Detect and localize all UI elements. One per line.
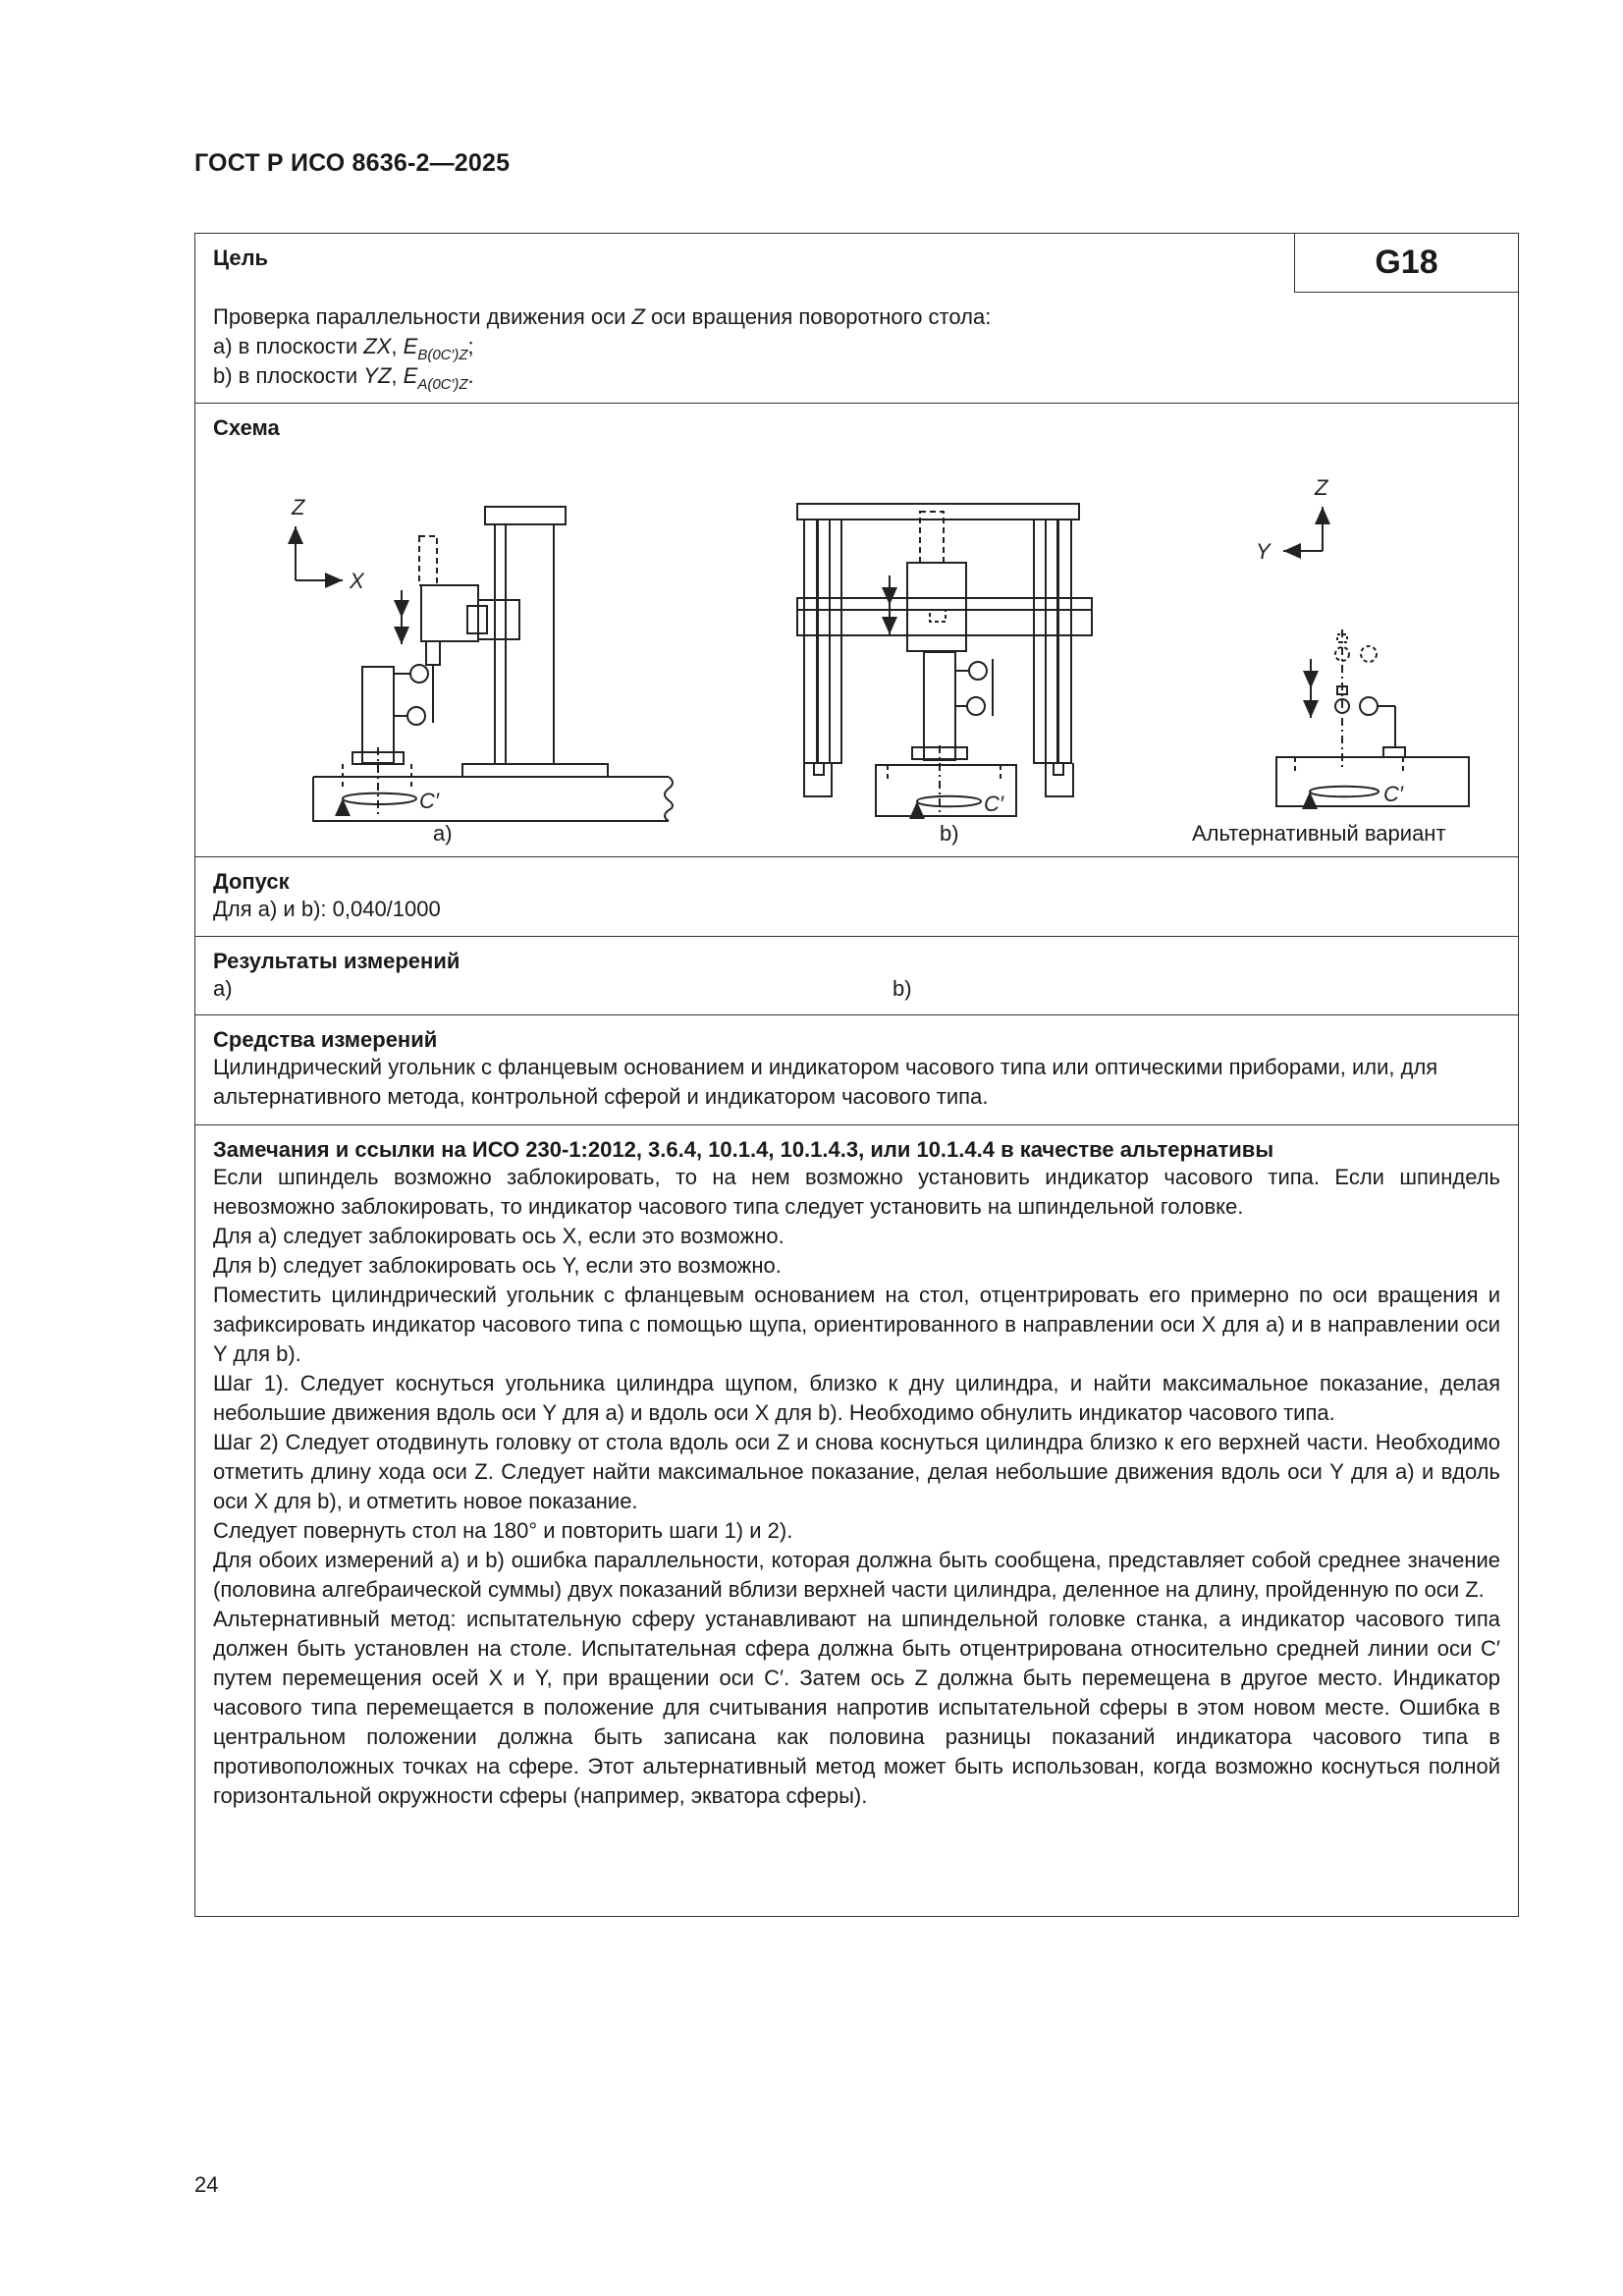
tolerance-value: Для a) и b): 0,040/1000 <box>213 897 441 921</box>
caption-a: a) <box>433 821 453 846</box>
results-section <box>195 937 1518 1015</box>
caption-alternative: Альтернативный вариант <box>1192 821 1446 846</box>
notes-section <box>195 1125 1518 1916</box>
rotation-label-a: C′ <box>419 789 440 813</box>
goal-label: Цель <box>213 246 269 270</box>
rotation-label-alt: C′ <box>1383 782 1404 806</box>
goal-line-b: b) в плоскости YZ, $E_{A(0C')Z}$. <box>213 363 474 393</box>
tolerance-label: Допуск <box>213 869 290 894</box>
result-b: b) <box>893 976 912 1001</box>
result-a: a) <box>213 976 233 1001</box>
caption-b: b) <box>940 821 959 846</box>
test-code: G18 <box>1294 234 1518 293</box>
schema-drawing <box>195 453 1516 846</box>
measuring-means-text: Цилиндрический угольник с фланцевым основанием и индикатором часового типа или оптическими приборами, или, для альтернативного метода, контрольной сферой и индикатором часового типа. <box>213 1055 1438 1109</box>
goal-section <box>195 234 1518 404</box>
document-header: ГОСТ Р ИСО 8636-2—2025 <box>194 149 511 177</box>
page-number: 24 <box>194 2172 219 2197</box>
measuring-means-section <box>195 1015 1518 1125</box>
notes-paragraph: Шаг 1). Следует коснуться угольника цилиндра щупом, близко к дну цилиндра, и найти максимальное показание, делая небольшие движения вдоль оси Y для a) и вдоль оси X для b). Необходимо обнулить индикатор часового типа. <box>213 1371 1500 1425</box>
notes-paragraph: Альтернативный метод: испытательную сферу устанавливают на шпиндельной головке станка, а индикатор часового типа должен быть установлен на столе. Испытательная сфера должна быть отцентрирована относительно средней линии оси C′ путем перемещения осей X и Y, при вращении оси C′. Затем ось Z должна быть перемещена в другое место. Индикатор часового типа перемещается в положение для считывания напротив испытательной сферы в этом новом месте. Ошибка в центральном положении должна быть записана как половина разницы показаний индикатора часового типа в противоположных точках на сфере. Этот альтернативный метод может быть использован, когда возможно коснуться полной горизонтальной окружности сферы (например, экватора сферы). <box>213 1607 1500 1808</box>
notes-label: Замечания и ссылки на ИСО 230-1:2012, 3.6.4, 10.1.4, 10.1.4.3, или 10.1.4.4 в качестве альтернативы <box>213 1137 1274 1162</box>
rotation-label-b: C′ <box>984 792 1004 816</box>
notes-paragraph: Поместить цилиндрический угольник с фланцевым основанием на стол, отцентрировать его примерно по оси вращения и зафиксировать индикатор часового типа с помощью щупа, ориентированного в направлении оси X для a) и в направлении оси Y для b). <box>213 1283 1500 1366</box>
axis-x-label: X <box>350 569 364 593</box>
schema-section <box>195 404 1518 857</box>
notes-paragraph: Следует повернуть стол на 180° и повторить шаги 1) и 2). <box>213 1518 793 1543</box>
notes-paragraph: Если шпиндель возможно заблокировать, то на нем возможно установить индикатор часового типа. Если шпиндель невозможно заблокировать, то индикатор часового типа следует установить на шпиндельной головке. <box>213 1165 1500 1219</box>
results-label: Результаты измерений <box>213 949 460 973</box>
goal-line-a: a) в плоскости ZX, $E_{B(0C')Z}$; <box>213 334 474 363</box>
test-sheet-table <box>194 233 1519 1917</box>
goal-text <box>213 302 991 391</box>
axis-z-label-alt: Z <box>1315 475 1328 500</box>
figure-b <box>797 504 1092 816</box>
schema-label: Схема <box>213 415 280 440</box>
figure-a <box>291 495 673 821</box>
results-row <box>213 974 1500 1004</box>
goal-line-1: Проверка параллельности движения оси Z оси вращения поворотного стола: <box>213 304 992 329</box>
notes-paragraph: Для b) следует заблокировать ось Y, если это возможно. <box>213 1253 782 1278</box>
axis-y-label-alt: Y <box>1256 539 1271 564</box>
notes-paragraph: Шаг 2) Следует отодвинуть головку от стола вдоль оси Z и снова коснуться цилиндра близко к его верхней части. Необходимо отметить длину хода оси Z. Следует найти максимальное показание, делая небольшие движения вдоль оси Y для a) и вдоль оси X для b), и отметить новое показание. <box>213 1430 1500 1513</box>
notes-paragraph: Для a) следует заблокировать ось X, если это возможно. <box>213 1224 784 1248</box>
axis-z-label: Z <box>292 495 305 519</box>
tolerance-section <box>195 857 1518 937</box>
figure-alternative <box>1256 475 1469 806</box>
measuring-means-label: Средства измерений <box>213 1027 438 1052</box>
notes-paragraph: Для обоих измерений a) и b) ошибка параллельности, которая должна быть сообщена, представляет собой среднее значение (половина алгебраической суммы) двух показаний вблизи верхней части цилиндра, деленное на длину, пройденную по оси Z. <box>213 1548 1500 1602</box>
